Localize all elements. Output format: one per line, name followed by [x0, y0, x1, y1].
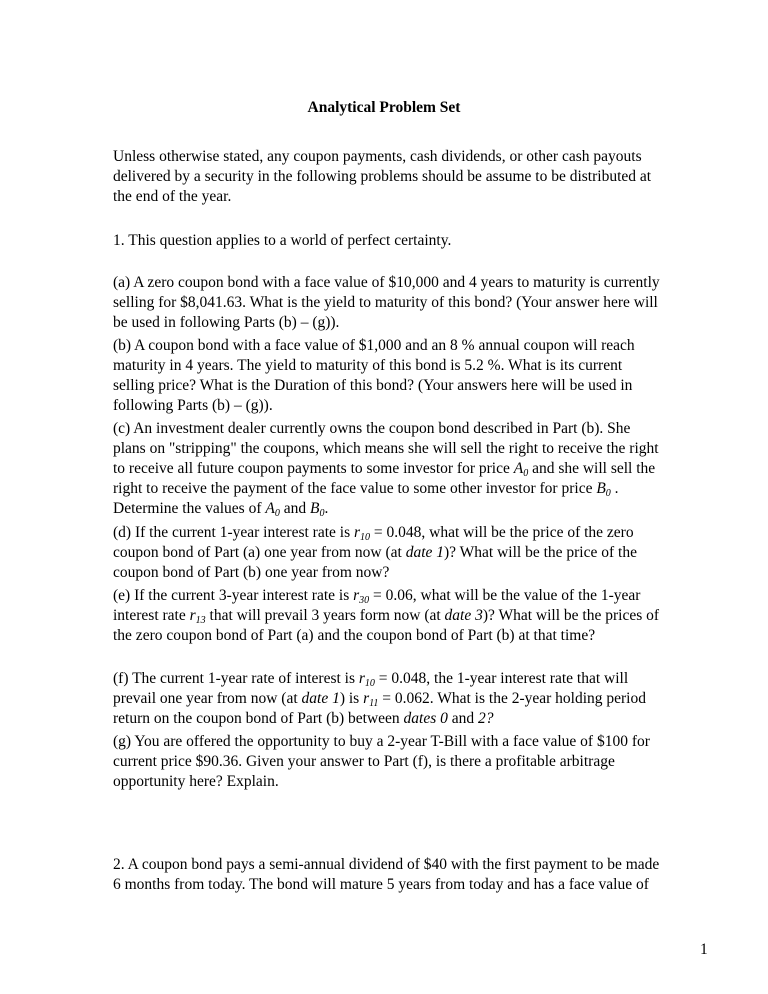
variable-r10: $r_{10}$: [354, 524, 371, 543]
variable-r10: $r_{10}$: [358, 670, 375, 689]
intro-paragraph: [113, 147, 673, 207]
intro-line: the end of the year.: [113, 188, 232, 205]
question-1g: (g) You are offered the opportunity to buy a 2-year T-Bill with a face value of $100 for current price $90.36. Given your answer to Part (f), is there a profitable arbitrage opportunity here? Explain.: [113, 733, 650, 790]
variable-r13: $r_{13}$: [189, 607, 206, 626]
variable-b0: $B_0$: [596, 480, 611, 499]
page-title: Analytical Problem Set: [307, 99, 461, 116]
question-2: 2. A coupon bond pays a semi-annual dividend of $40 with the first payment to be made 6 months from today. The bond will mature 5 years from today and has a face value of: [113, 856, 660, 893]
variable-a0: $A_0$: [265, 500, 280, 519]
question-1b: (b) A coupon bond with a face value of $1,000 and an 8 % annual coupon will reach maturity in 4 years. The yield to maturity of this bond is 5.2 %. What is its current selling price? What is the Duration of this bond? (Your answers here will be used in following Parts (b) – (g)).: [113, 337, 635, 414]
question-1d: (d) If the current 1-year interest rate is $r_{10} = 0.048$, what will be the price of the zero coupon bond of Part (a) one year from now (at date 1)? What will be the price of the coupon bond of Part (b) one year from now?: [113, 524, 637, 581]
variable-b0: $B_0$: [309, 500, 325, 519]
question-1a: (a) A zero coupon bond with a face value of $10,000 and 4 years to maturity is currently selling for $8,041.63. What is the yield to maturity of this bond? (Your answer here will be used in following Parts (b) – (g)).: [113, 274, 660, 331]
question-1f: (f) The current 1-year rate of interest is $r_{10} = 0.048$, the 1-year interest rate that will prevail one year from now (at date 1) is $r_{11} = 0.062$. What is the 2-year holding period return on the coupon bond of Part (b) between dates 0 and 2?: [113, 670, 646, 727]
variable-r11: $r_{11}$: [363, 690, 379, 709]
variable-r30: $r_{30}$: [353, 587, 370, 606]
question-1e: (e) If the current 3-year interest rate is $r_{30} = 0.06$, what will be the value of the 1-year interest rate $r_{13}$ that will prevail 3 years form now (at date 3)? What will be the prices of the zero coupon bond of Part (a) and the coupon bond of Part (b) at that time?: [113, 587, 660, 644]
intro-line: delivered by a security in the following problems should be assume to be distributed at: [113, 168, 652, 185]
intro-line: Unless otherwise stated, any coupon payments, cash dividends, or other cash payouts: [113, 148, 642, 165]
question-1-header: 1. This question applies to a world of perfect certainty.: [113, 232, 452, 249]
question-1c: (c) An investment dealer currently owns the coupon bond described in Part (b). She plans on "stripping" the coupons, which means she will sell the right to receive the right to receive all future coupon payments to some investor for price $A_0$ and she will sell the right to receive the payment of the face value to some other investor for price $B_0$ . Determine the values of $A_0$ and $B_0$.: [113, 420, 659, 519]
variable-a0: $A_0$: [513, 460, 529, 479]
page-number: 1: [700, 941, 708, 958]
